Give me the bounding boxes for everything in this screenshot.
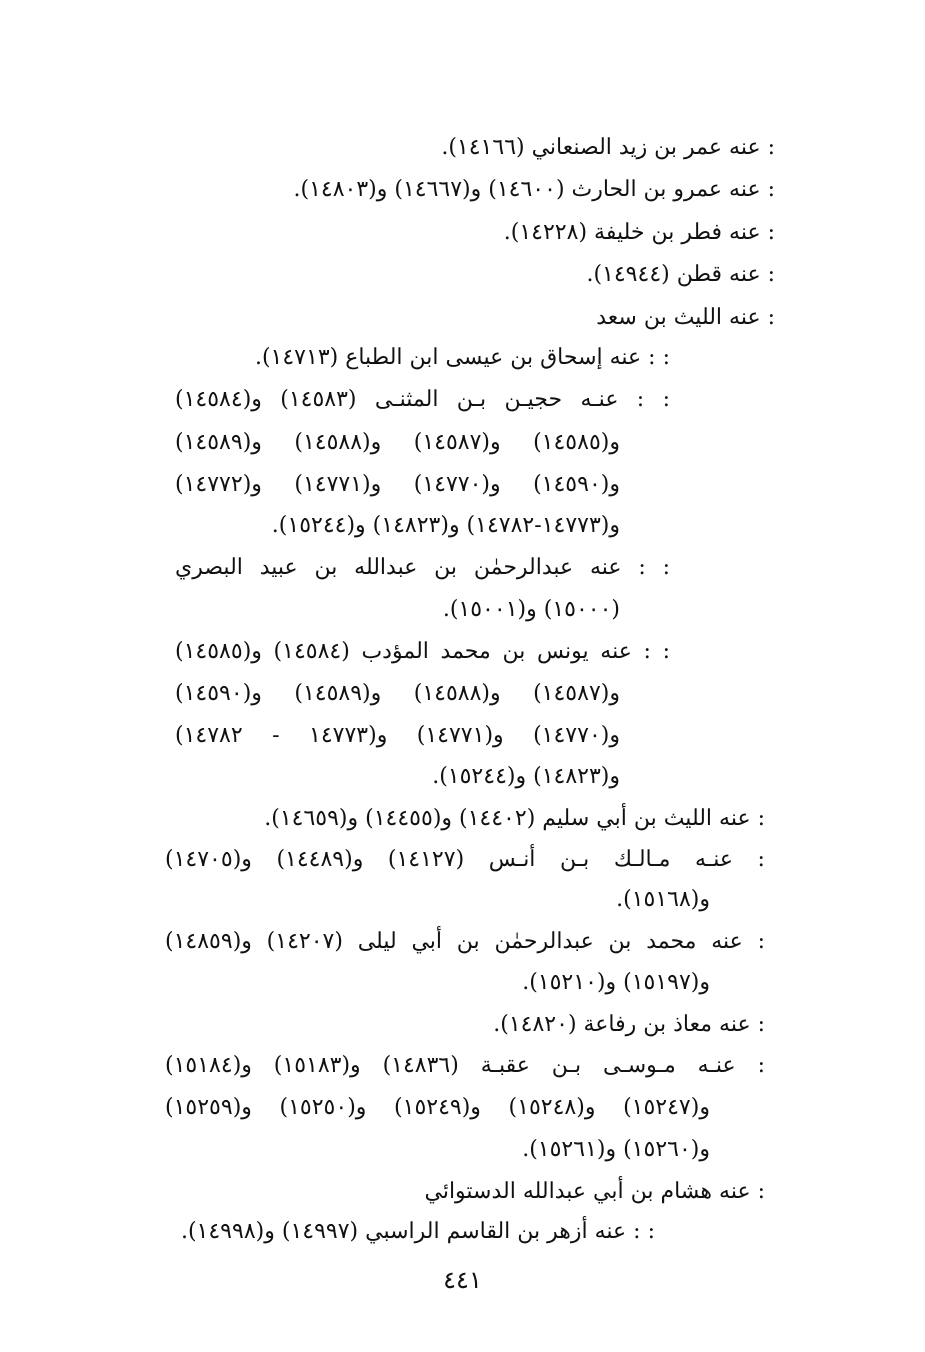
- text-line: و(١٤٧٧٣-١٤٧٨٢) و(١٤٨٢٣) و(١٥٢٤٤).: [271, 513, 620, 538]
- text-line: : عنه الليث بن أبي سليم (١٤٤٠٢) و(١٤٤٥٥) و(١٤٦٥٩).: [264, 806, 765, 831]
- text-line: و(١٤٥٨٥) و(١٤٥٨٧) و(١٤٥٨٨) و(١٤٥٨٩): [175, 430, 620, 455]
- page-number: ٤٤١: [443, 1266, 482, 1294]
- text-line: : عنه عمر بن زيد الصنعاني (١٤١٦٦).: [441, 135, 775, 160]
- text-line: : عنه هشام بن أبي عبدالله الدستوائي: [424, 1179, 765, 1204]
- text-line: : : عنه عبدالرحمٰن بن عبدالله بن عبيد البصري: [175, 555, 670, 580]
- text-line: : عنه فطر بن خليفة (١٤٢٢٨).: [503, 220, 775, 245]
- text-line: : : عنـه حجيـن بـن المثنـى (١٤٥٨٣) و(١٤٥٨٤): [175, 387, 670, 412]
- text-line: و(١٥٢٤٧) و(١٥٢٤٨) و(١٥٢٤٩) و(١٥٢٥٠) و(١٥٢٥٩): [165, 1095, 710, 1120]
- text-line: : عنـه مـوسـى بـن عقبـة (١٤٨٣٦) و(١٥١٨٣) و(١٥١٨٤): [165, 1053, 765, 1078]
- text-line: : : عنه إسحاق بن عيسى ابن الطباع (١٤٧١٣).: [254, 345, 670, 370]
- text-line: و(١٥١٦٨).: [616, 887, 710, 912]
- text-line: و(١٤٨٢٣) و(١٥٢٤٤).: [432, 764, 620, 789]
- text-line: : : عنه أزهر بن القاسم الراسبي (١٤٩٩٧) و(١٤٩٩٨).: [180, 1219, 655, 1244]
- text-line: : عنه معاذ بن رفاعة (١٤٨٢٠).: [493, 1012, 765, 1037]
- text-line: و(١٥١٩٧) و(١٥٢١٠).: [522, 970, 710, 995]
- text-line: (١٥٠٠٠) و(١٥٠٠١).: [442, 597, 620, 622]
- text-line: و(١٤٥٩٠) و(١٤٧٧٠) و(١٤٧٧١) و(١٤٧٧٢): [175, 472, 620, 497]
- text-line: : عنه عمرو بن الحارث (١٤٦٠٠) و(١٤٦٦٧) و(١٤٨٠٣).: [293, 177, 775, 202]
- text-line: : عنـه مـالـك بـن أنـس (١٤١٢٧) و(١٤٤٨٩) و(١٤٧٠٥): [165, 847, 765, 872]
- text-line: و(١٤٧٧٠) و(١٤٧٧١) و(١٤٧٧٣ - ١٤٧٨٢): [175, 723, 620, 748]
- text-line: و(١٥٢٦٠) و(١٥٢٦١).: [522, 1137, 710, 1162]
- text-line: : عنه محمد بن عبدالرحمٰن بن أبي ليلى (١٤٢٠٧) و(١٤٨٥٩): [165, 929, 765, 954]
- text-line: : : عنه يونس بن محمد المؤدب (١٤٥٨٤) و(١٤٥٨٥): [175, 639, 670, 664]
- text-line: : عنه الليث بن سعد: [596, 305, 775, 330]
- text-line: و(١٤٥٨٧) و(١٤٥٨٨) و(١٤٥٨٩) و(١٤٥٩٠): [175, 681, 620, 706]
- text-line: : عنه قطن (١٤٩٤٤).: [586, 262, 775, 287]
